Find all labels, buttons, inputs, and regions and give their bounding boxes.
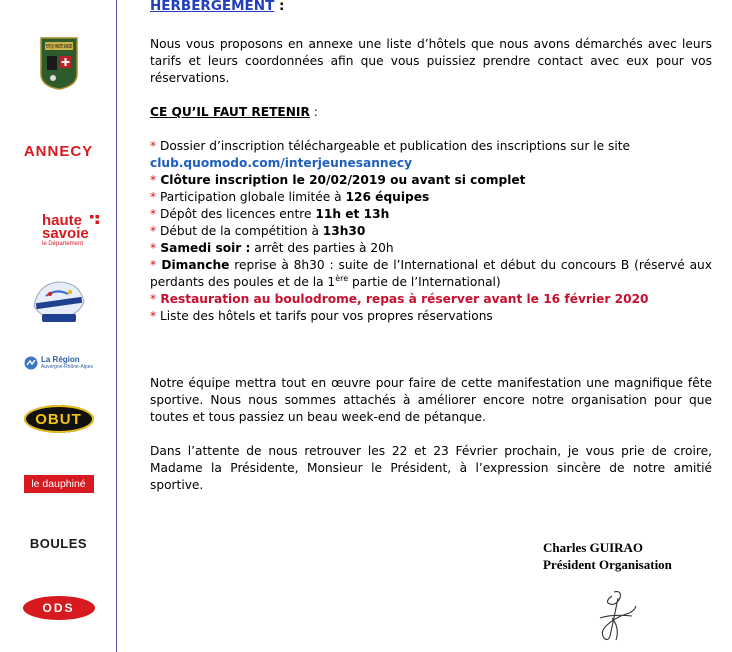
region-icon — [24, 355, 38, 369]
bullet-bold: Samedi soir : — [156, 241, 251, 255]
list-item — [150, 257, 712, 291]
boules-logo — [0, 531, 117, 555]
bullet-alert-text: Restauration au boulodrome, repas à réserver avant le 16 février 2020 — [156, 292, 649, 306]
ordinal-superscript: ère — [335, 273, 349, 283]
list-item — [150, 223, 712, 240]
interjeunes-logo — [0, 276, 117, 326]
intro-paragraph: Nous vous proposons en annexe une liste d’hôtels que nous avons démarchés avec leurs tarifs et leurs coordonnées afin que vous puissiez prendre contact avec eux pour vos réservations. — [150, 37, 712, 85]
registration-link[interactable]: club.quomodo.com/interjeunesannecy — [150, 156, 413, 170]
bullet-star: * — [150, 139, 157, 153]
list-item — [150, 189, 712, 206]
list-item — [150, 138, 712, 155]
region-logo — [0, 351, 117, 373]
sponsor-sidebar — [0, 0, 117, 652]
annecy-logo — [0, 140, 117, 162]
haute-savoie-line2: savoie — [42, 225, 89, 242]
bullet-star: * — [150, 258, 157, 272]
handwritten-signature — [592, 588, 642, 644]
bullet-bold: 126 équipes — [345, 190, 430, 204]
bullet-text: partie de l’International) — [348, 275, 501, 289]
obut-logo — [0, 404, 117, 434]
retain-colon: : — [309, 105, 318, 119]
bullet-text: reprise à 8h30 : suite de l’International et début du concours B (réservé aux perdants des poules et de la 1 — [150, 258, 712, 289]
bullet-text: Clôture inscription le 20/02/2019 ou avant si complet — [156, 173, 526, 187]
haute-savoie-line1: haute — [42, 212, 83, 229]
signatory-name: Charles GUIRAO — [543, 540, 644, 555]
section-heading-accommodation — [150, 0, 712, 15]
haute-savoie-dots-icon — [90, 210, 100, 220]
list-item — [150, 240, 712, 257]
bullet-text: Liste des hôtels et tarifs pour vos propres réservations — [156, 309, 493, 323]
bullet-text: Début de la compétition à — [156, 224, 323, 238]
ods-logo-text: ODS — [42, 601, 75, 615]
retain-title: CE QU’IL FAUT RETENIR — [150, 105, 310, 119]
signatory-title: Président Organisation — [543, 557, 672, 572]
bullet-star: * — [150, 224, 157, 238]
heading-colon: : — [274, 0, 285, 14]
bullet-star: * — [150, 190, 157, 204]
list-item — [150, 155, 712, 172]
section-heading-retain — [150, 104, 712, 121]
bullet-bold: Dimanche — [156, 258, 230, 272]
bullet-star: * — [150, 241, 157, 255]
haute-savoie-logo — [0, 208, 117, 254]
annecy-logo-text: ANNECY — [23, 142, 94, 160]
bullet-star: * — [150, 173, 157, 187]
closing-paragraph-1: Notre équipe mettra tout en œuvre pour faire de cette manifestation une magnifique fête sportive. Nous nous sommes attachés à améliorer encore notre organisation pour que toutes et tous passiez un beau week-end de pétanque. — [150, 376, 712, 424]
list-item — [150, 172, 712, 189]
bullet-star: * — [150, 207, 157, 221]
ods-logo — [0, 594, 117, 622]
ffpjp-logo — [0, 36, 117, 90]
closing-paragraph-2: Dans l’attente de nous retrouver les 22 et 23 Février prochain, je vous prie de croire, Madame la Présidente, Monsieur le Président, à l’expression sincère de notre amitié sportive. — [150, 444, 712, 492]
bullet-text: Dossier d’inscription téléchargeable et publication des inscriptions sur le site — [156, 139, 631, 153]
dauphine-logo — [0, 474, 117, 494]
obut-logo-text: OBUT — [35, 410, 82, 428]
bullet-text: arrêt des parties à 20h — [250, 241, 394, 255]
boules-logo-text: BOULES — [29, 535, 88, 551]
key-points-list — [150, 138, 712, 325]
bullet-star: * — [150, 292, 157, 306]
heading-text: HERBERGEMENT — [150, 0, 275, 14]
signature-block — [543, 539, 672, 573]
region-line1: La Région — [41, 354, 80, 364]
dauphine-logo-text: le dauphiné — [31, 478, 86, 490]
bullet-text: Dépôt des licences entre — [156, 207, 316, 221]
bullet-star: * — [150, 309, 157, 323]
bullet-bold: 13h30 — [322, 224, 366, 238]
list-item — [150, 308, 712, 325]
list-item — [150, 291, 712, 308]
list-item — [150, 206, 712, 223]
ffpjp-logo-text: F.F.P.J.P. HAUTE SAVOIE — [45, 44, 72, 50]
bullet-text: Participation globale limitée à — [156, 190, 346, 204]
haute-savoie-line3: le Département — [42, 241, 84, 247]
region-line2: Auvergne-Rhône-Alpes — [41, 363, 93, 370]
bullet-bold: 11h et 13h — [315, 207, 390, 221]
